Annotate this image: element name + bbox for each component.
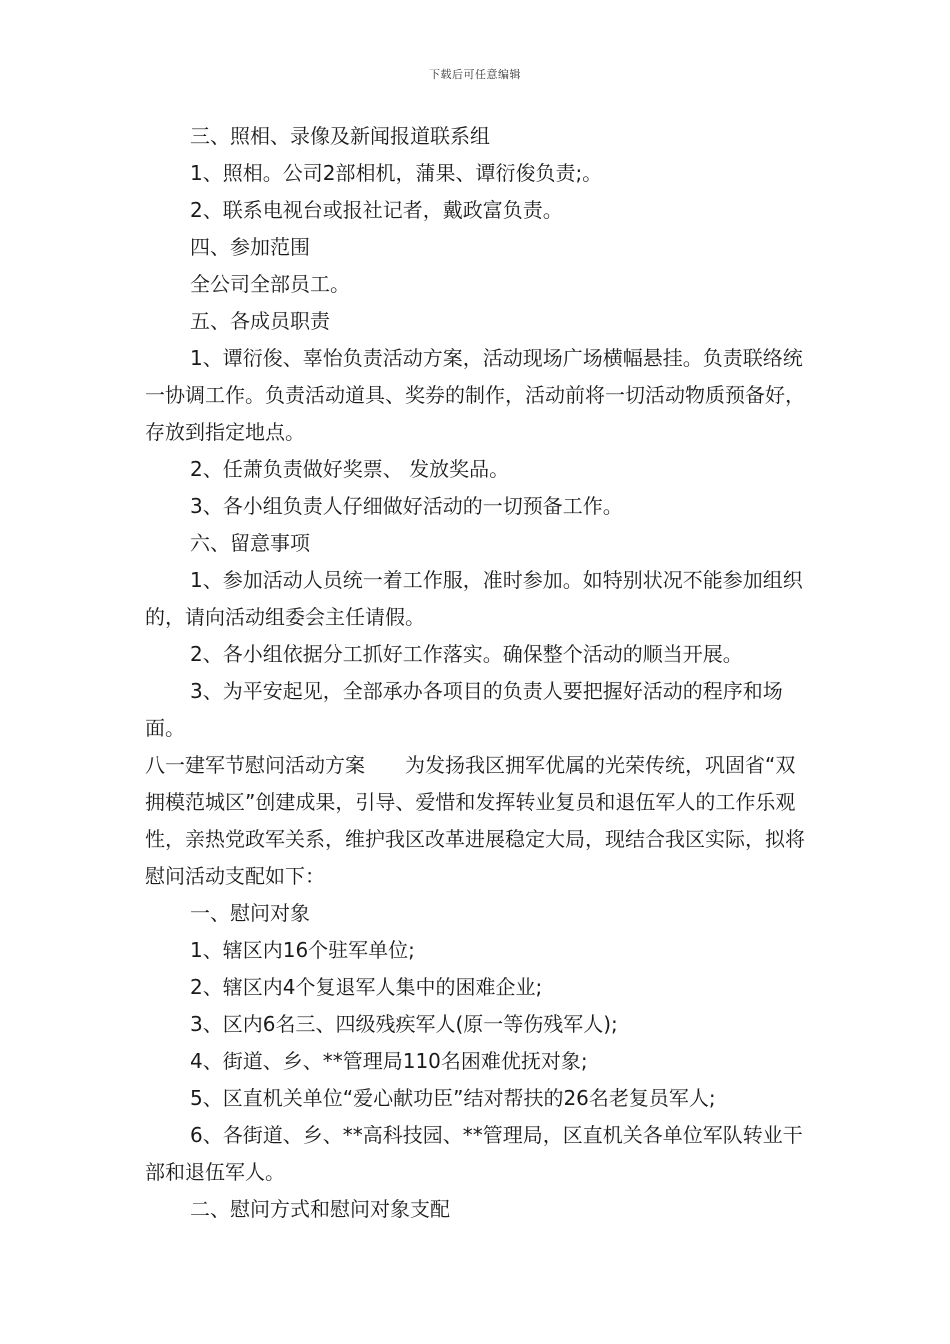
paragraph: 2、联系电视台或报社记者，戴政富负责。 bbox=[190, 198, 563, 222]
paragraph: 四、参加范围 bbox=[190, 235, 310, 259]
paragraph: 3、为平安起见，全部承办各项目的负责人要把握好活动的程序和场面。 bbox=[145, 679, 783, 740]
paragraph: 2、各小组依据分工抓好工作落实。确保整个活动的顺当开展。 bbox=[190, 642, 743, 666]
page-header: 下载后可任意编辑 bbox=[429, 68, 521, 81]
paragraph: 六、留意事项 bbox=[190, 531, 310, 555]
paragraph: 2、任萧负责做好奖票、 发放奖品。 bbox=[190, 457, 510, 481]
paragraph: 3、各小组负责人仔细做好活动的一切预备工作。 bbox=[190, 494, 623, 518]
paragraph: 1、辖区内16个驻军单位; bbox=[190, 938, 415, 962]
paragraph: 三、照相、录像及新闻报道联系组 bbox=[190, 124, 490, 148]
paragraph: 二、慰问方式和慰问对象支配 bbox=[190, 1197, 450, 1221]
paragraph: 4、街道、乡、**管理局110名困难优抚对象; bbox=[190, 1049, 588, 1073]
document-body bbox=[145, 118, 810, 1228]
paragraph: 一、慰问对象 bbox=[190, 901, 310, 925]
paragraph: 1、参加活动人员统一着工作服，准时参加。如特别状况不能参加组织的，请向活动组委会主任请假。 bbox=[145, 568, 803, 629]
paragraph: 1、谭衍俊、辜怡负责活动方案，活动现场广场横幅悬挂。负责联络统一协调工作。负责活动道具、奖券的制作，活动前将一切活动物质预备好，存放到指定地点。 bbox=[145, 346, 805, 444]
paragraph: 五、各成员职责 bbox=[190, 309, 330, 333]
paragraph: 6、各街道、乡、**高科技园、**管理局，区直机关各单位军队转业干部和退伍军人。 bbox=[145, 1123, 803, 1184]
paragraph: 1、照相。公司2部相机，蒲果、谭衍俊负责;。 bbox=[190, 161, 603, 185]
paragraph: 3、区内6名三、四级残疾军人(原一等伤残军人); bbox=[190, 1012, 618, 1036]
paragraph: 5、区直机关单位“爱心献功臣”结对帮扶的26名老复员军人; bbox=[190, 1086, 716, 1110]
paragraph: 八一建军节慰问活动方案 为发扬我区拥军优属的光荣传统，巩固省“双拥模范城区”创建成果，引导、爱惜和发挥转业复员和退伍军人的工作乐观性，亲热党政军关系，维护我区改革进展稳定大局，现结合我区实际，拟将慰问活动支配如下： bbox=[145, 753, 805, 888]
paragraph: 2、辖区内4个复退军人集中的困难企业; bbox=[190, 975, 543, 999]
paragraph: 全公司全部员工。 bbox=[190, 272, 350, 296]
